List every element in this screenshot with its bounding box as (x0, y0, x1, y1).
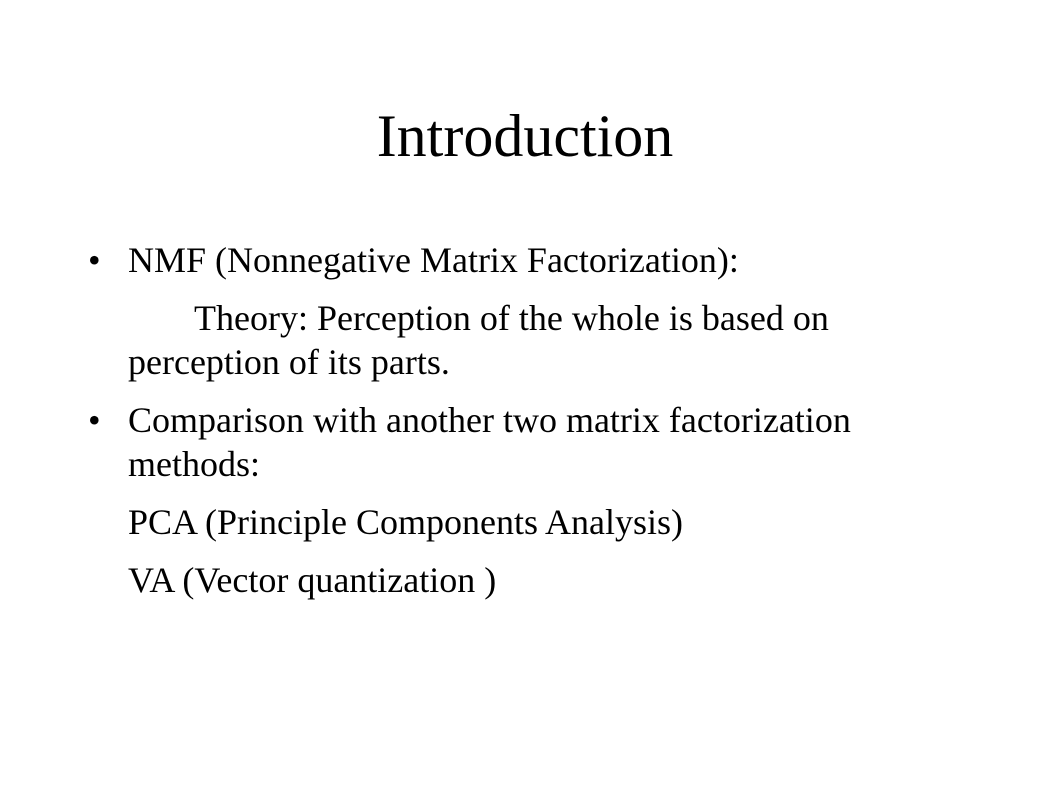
slide-title: Introduction (376, 103, 674, 169)
bullet-icon: • (88, 240, 101, 280)
slide-body (88, 238, 988, 616)
bullet-icon: • (88, 400, 101, 440)
bullet-text: Comparison with another two matrix factorization methods: (128, 400, 851, 484)
sub-item-theory: Theory: Perception of the whole is based on perception of its parts. (128, 298, 829, 382)
sub-item-pca: PCA (Principle Components Analysis) (128, 502, 684, 542)
bullet-item-nmf (88, 238, 988, 282)
sub-item-va: VA (Vector quantization ) (128, 560, 497, 600)
bullet-item-comparison (88, 398, 988, 486)
bullet-text: NMF (Nonnegative Matrix Factorization): (128, 240, 739, 280)
